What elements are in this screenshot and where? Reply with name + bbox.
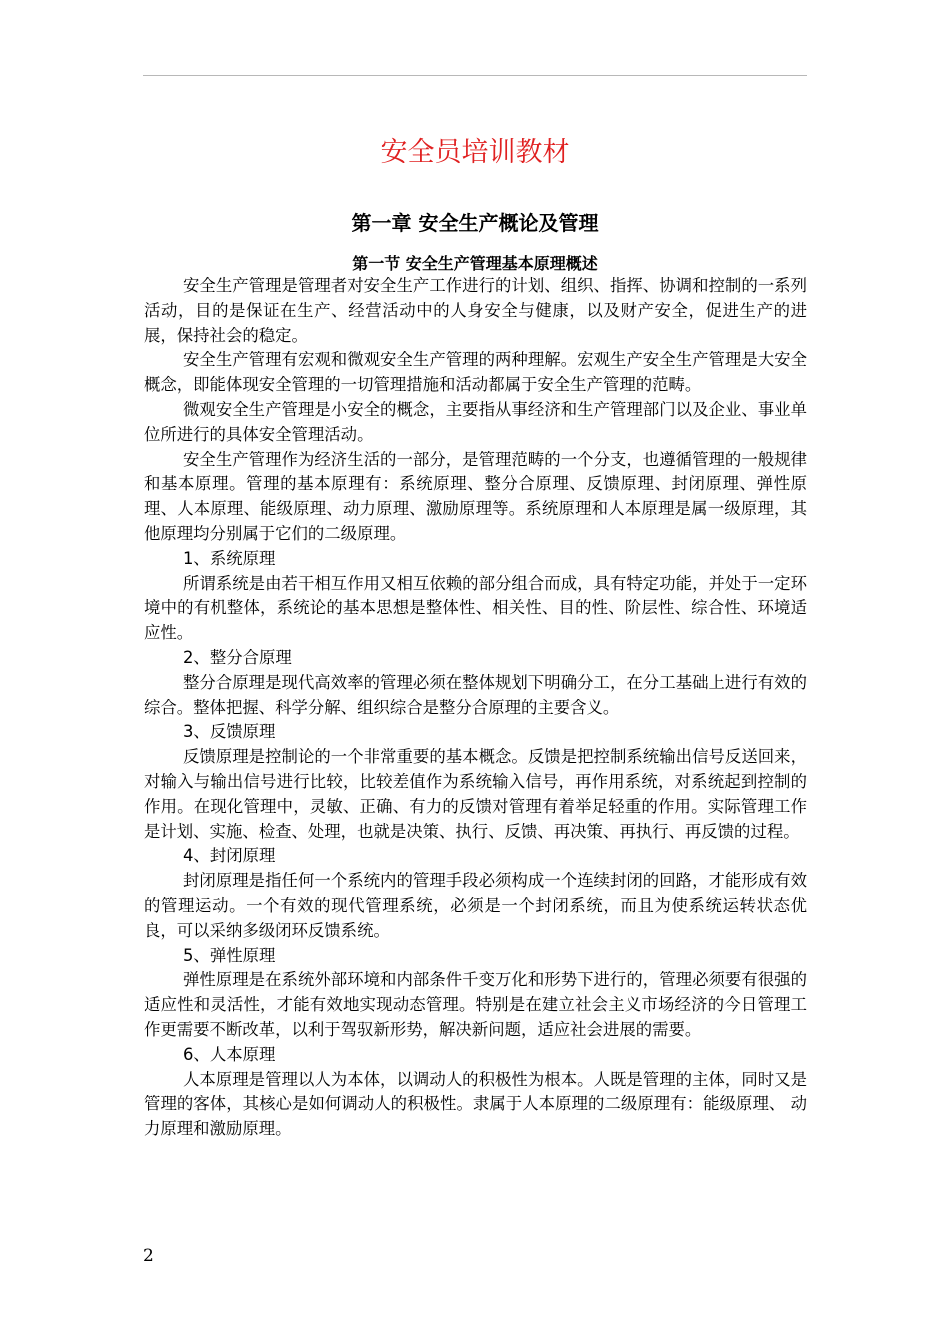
principle-heading: 5、弹性原理 [183,945,276,965]
paragraph: 安全生产管理有宏观和微观安全生产管理的两种理解。宏观生产安全生产管理是大安全概念，即能体现安全管理的一切管理措施和活动都属于安全生产管理的范畴。 [144,350,807,395]
header-rule [143,75,807,76]
paragraph: 微观安全生产管理是小安全的概念，主要指从事经济和生产管理部门以及企业、事业单位所进行的具体安全管理活动。 [144,399,807,444]
paragraph: 安全生产管理作为经济生活的一部分，是管理范畴的一个分支，也遵循管理的一般规律和基本原理。管理的基本原理有：系统原理、整分合原理、反馈原理、封闭原理、弹性原理、人本原理、能级原理、动力原理、激励原理等。系统原理和人本原理是属一级原理，其他原理均分别属于它们的二级原理。 [144,449,807,543]
principle-heading: 4、封闭原理 [183,846,276,866]
paragraph: 整分合原理是现代高效率的管理必须在整体规划下明确分工，在分工基础上进行有效的综合。整体把握、科学分解、组织综合是整分合原理的主要含义。 [144,672,807,717]
body-text [144,274,807,1142]
principle-heading: 6、人本原理 [183,1044,276,1064]
paragraph: 安全生产管理是管理者对安全生产工作进行的计划、组织、指挥、协调和控制的一系列活动，目的是保证在生产、经营活动中的人身安全与健康，以及财产安全，促进生产的进展，保持社会的稳定。 [144,276,807,345]
document-title: 安全员培训教材 [380,137,570,168]
principle-heading: 3、反馈原理 [183,722,276,742]
paragraph: 所谓系统是由若干相互作用又相互依赖的部分组合而成，具有特定功能，并处于一定环境中的有机整体，系统论的基本思想是整体性、相关性、目的性、阶层性、综合性、环境适应性。 [144,573,807,643]
principle-heading: 1、系统原理 [183,548,276,568]
paragraph: 弹性原理是在系统外部环境和内部条件千变万化和形势下进行的，管理必须要有很强的适应性和灵活性，才能有效地实现动态管理。特别是在建立社会主义市场经济的今日管理工作更需要不断改革，以利于驾驭新形势，解决新问题，适应社会进展的需要。 [144,970,807,1039]
page-number: 2 [143,1246,154,1266]
section-title: 第一节 安全生产管理基本原理概述 [352,254,598,273]
paragraph: 人本原理是管理以人为本体，以调动人的积极性为根本。人既是管理的主体，同时又是管理的客体，其核心是如何调动人的积极性。隶属于人本原理的二级原理有：能级原理、 动力原理和激励原理。 [144,1069,807,1139]
chapter-title: 第一章 安全生产概论及管理 [351,211,599,235]
paragraph: 反馈原理是控制论的一个非常重要的基本概念。反馈是把控制系统输出信号反送回来，对输入与输出信号进行比较，比较差值作为系统输入信号，再作用系统，对系统起到控制的作用。在现化管理中，灵敏、正确、有力的反馈对管理有着举足轻重的作用。实际管理工作是计划、实施、检查、处理，也就是决策、执行、反馈、再决策、再执行、再反馈的过程。 [144,747,807,841]
paragraph: 封闭原理是指任何一个系统内的管理手段必须构成一个连续封闭的回路，才能形成有效的管理运动。一个有效的现代管理系统，必须是一个封闭系统，而且为使系统运转状态优良，可以采纳多级闭环反馈系统。 [144,871,807,940]
principle-heading: 2、整分合原理 [183,647,292,667]
